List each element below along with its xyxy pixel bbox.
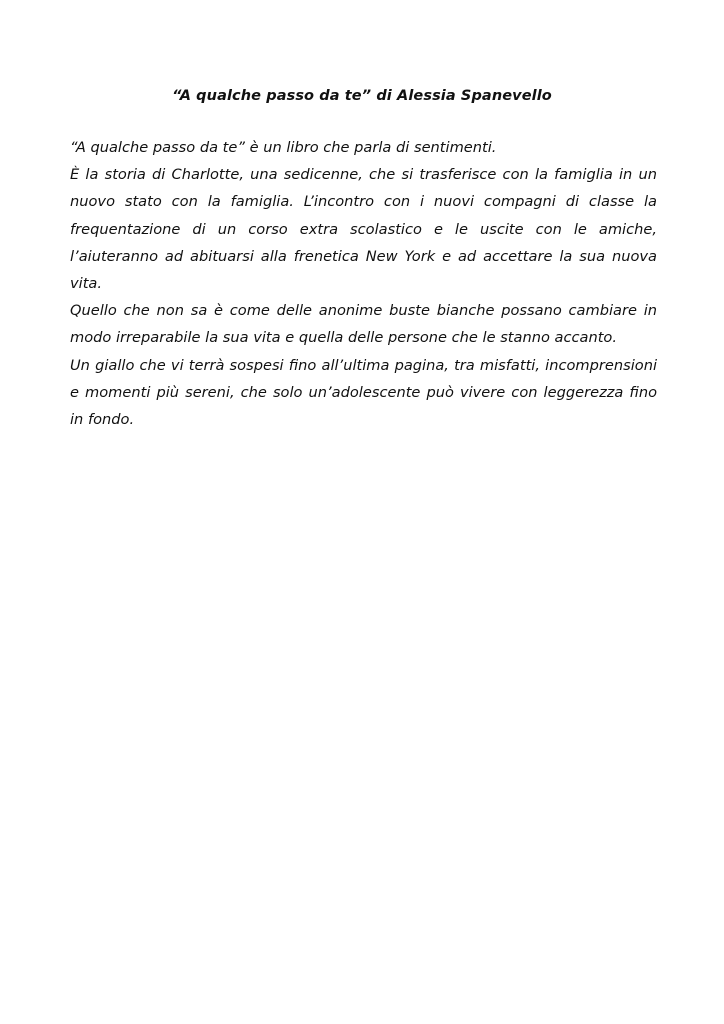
paragraph-mystery: Quello che non sa è come delle anonime buste bianche possano cambiare in modo irreparabile la sua vita e quella delle persone che le stanno accanto. (70, 302, 657, 347)
document-body (70, 134, 657, 433)
paragraph-story: È la storia di Charlotte, una sedicenne, che si trasferisce con la famiglia in un nuovo stato con la famiglia. L’incontro con i nuovi compagni di classe la frequentazione di un corso extra scolastico e le uscite con le amiche, l’aiuteranno ad abituarsi alla frenetica New York e ad accettare la sua nuova vita. (70, 166, 657, 293)
paragraph-intro: “A qualche passo da te” è un libro che parla di sentimenti. (70, 139, 497, 156)
paragraph-conclusion: Un giallo che vi terrà sospesi fino all’ultima pagina, tra misfatti, incomprensioni e momenti più sereni, che solo un’adolescente può vivere con leggerezza fino in fondo. (70, 356, 657, 429)
document-title: “A qualche passo da te” di Alessia Spanevello (172, 88, 552, 104)
